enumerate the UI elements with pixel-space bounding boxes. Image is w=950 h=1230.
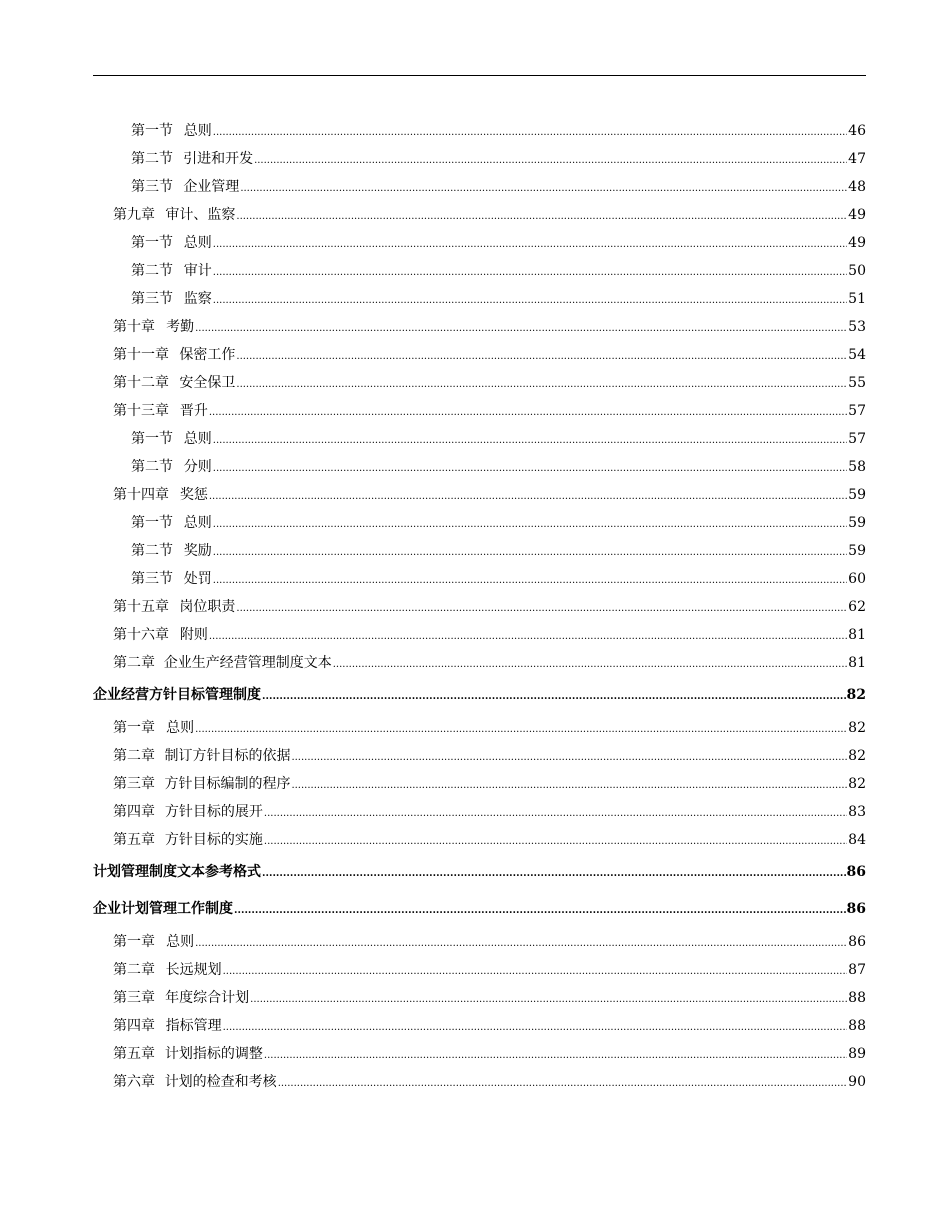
toc-entry-number: 第十三章 bbox=[113, 403, 169, 419]
toc-entry-number: 第二节 bbox=[131, 263, 173, 279]
toc-entry[interactable] bbox=[93, 509, 866, 537]
toc-dot-leader bbox=[213, 117, 847, 147]
toc-entry-number: 第二节 bbox=[131, 151, 173, 167]
toc-entry-number: 第三章 bbox=[113, 990, 155, 1006]
toc-entry-number: 第一节 bbox=[131, 431, 173, 447]
toc-entry-title: 计划指标的调整 bbox=[164, 1046, 263, 1062]
toc-entry-title: 奖励 bbox=[183, 543, 212, 559]
toc-entry-number: 第一节 bbox=[131, 515, 173, 531]
toc-entry-number: 第一节 bbox=[131, 235, 173, 251]
toc-entry-page-number: 59 bbox=[848, 487, 866, 503]
toc-dot-leader bbox=[213, 453, 847, 483]
toc-dot-leader bbox=[236, 593, 847, 623]
toc-entry-title: 方针目标的展开 bbox=[164, 804, 263, 820]
toc-entry-title: 总则 bbox=[166, 720, 195, 736]
toc-dot-leader bbox=[264, 798, 847, 828]
toc-entry-number: 第五章 bbox=[113, 1046, 155, 1062]
toc-entry-page-number: 90 bbox=[848, 1074, 866, 1090]
toc-dot-leader bbox=[213, 425, 847, 455]
toc-entry-number: 第六章 bbox=[113, 1074, 155, 1090]
toc-entry-page-number: 82 bbox=[848, 776, 866, 792]
toc-entry-page-number: 55 bbox=[848, 375, 866, 391]
toc-entry-title: 审计、监察 bbox=[165, 207, 236, 223]
toc-entry[interactable] bbox=[93, 117, 866, 145]
toc-entry[interactable] bbox=[93, 173, 866, 201]
toc-entry-page-number: 86 bbox=[848, 934, 866, 950]
toc-entry[interactable] bbox=[93, 397, 866, 425]
toc-entry[interactable] bbox=[93, 826, 866, 854]
toc-entry-number: 第十四章 bbox=[113, 487, 169, 503]
toc-entry-title: 引进和开发 bbox=[183, 151, 254, 167]
toc-entry[interactable] bbox=[93, 257, 866, 285]
toc-entry-number: 第四章 bbox=[113, 1018, 155, 1034]
toc-entry-page-number: 51 bbox=[848, 291, 866, 307]
toc-entry-title: 总则 bbox=[183, 235, 212, 251]
toc-entry-title: 指标管理 bbox=[165, 1018, 222, 1034]
toc-entry-number: 第二节 bbox=[131, 459, 173, 475]
toc-dot-leader bbox=[213, 537, 847, 567]
toc-entry-page-number: 84 bbox=[848, 832, 866, 848]
toc-entry-number: 第二章 bbox=[113, 655, 155, 671]
toc-entry-title: 年度综合计划 bbox=[165, 990, 250, 1006]
toc-entry[interactable] bbox=[93, 481, 866, 509]
toc-entry-page-number: 54 bbox=[848, 347, 866, 363]
toc-entry[interactable] bbox=[93, 425, 866, 453]
toc-dot-leader bbox=[213, 509, 847, 539]
toc-entry-number: 第九章 bbox=[113, 207, 155, 223]
toc-entry[interactable] bbox=[93, 1068, 866, 1096]
toc-entry[interactable] bbox=[93, 742, 866, 770]
toc-entry-title: 审计 bbox=[183, 263, 212, 279]
toc-entry[interactable] bbox=[93, 145, 866, 173]
toc-dot-leader bbox=[223, 1012, 848, 1042]
toc-dot-leader bbox=[278, 1068, 847, 1098]
toc-entry-page-number: 82 bbox=[848, 720, 866, 736]
toc-dot-leader bbox=[264, 826, 847, 856]
toc-entry[interactable] bbox=[93, 565, 866, 593]
toc-entry-page-number: 59 bbox=[848, 515, 866, 531]
toc-dot-leader bbox=[209, 397, 847, 427]
toc-entry-page-number: 59 bbox=[848, 543, 866, 559]
toc-entry-title: 方针目标编制的程序 bbox=[164, 776, 291, 792]
toc-dot-leader bbox=[213, 565, 847, 595]
toc-entry-number: 第一节 bbox=[131, 123, 173, 139]
toc-entry-title: 方针目标的实施 bbox=[164, 832, 263, 848]
toc-entry-title: 奖惩 bbox=[179, 487, 208, 503]
toc-entry-number: 第四章 bbox=[113, 804, 155, 820]
toc-entry[interactable] bbox=[93, 984, 866, 1012]
toc-dot-leader bbox=[209, 481, 847, 511]
toc-entry-page-number: 88 bbox=[848, 1018, 866, 1034]
toc-entry[interactable] bbox=[93, 956, 866, 984]
toc-entry-page-number: 81 bbox=[848, 627, 866, 643]
toc-entry-page-number: 53 bbox=[848, 319, 866, 335]
toc-entry-number: 第五章 bbox=[113, 832, 155, 848]
toc-entry-number: 第十二章 bbox=[113, 375, 169, 391]
toc-entry[interactable] bbox=[93, 369, 866, 397]
toc-dot-leader bbox=[195, 928, 847, 958]
toc-entry-page-number: 88 bbox=[848, 990, 866, 1006]
toc-entry-page-number: 50 bbox=[848, 263, 866, 279]
toc-entry-title: 晋升 bbox=[179, 403, 208, 419]
toc-entry-page-number: 82 bbox=[846, 687, 866, 703]
toc-entry-page-number: 49 bbox=[848, 235, 866, 251]
toc-dot-leader bbox=[262, 677, 846, 715]
toc-entry-title: 企业管理 bbox=[183, 179, 240, 195]
toc-entry[interactable] bbox=[93, 770, 866, 798]
toc-entry-number: 第二章 bbox=[113, 962, 155, 978]
toc-entry-title: 总则 bbox=[183, 123, 212, 139]
toc-entry-number: 第三节 bbox=[131, 291, 173, 307]
toc-entry-number: 第三节 bbox=[131, 179, 173, 195]
toc-dot-leader bbox=[236, 341, 847, 371]
toc-entry[interactable] bbox=[93, 621, 866, 649]
toc-entry-title: 处罚 bbox=[183, 571, 212, 587]
toc-entry[interactable] bbox=[93, 677, 866, 714]
toc-entry-number: 第一章 bbox=[113, 720, 155, 736]
toc-entry-page-number: 57 bbox=[848, 431, 866, 447]
toc-entry-number: 第二章 bbox=[113, 748, 155, 764]
toc-entry-page-number: 83 bbox=[848, 804, 866, 820]
toc-entry-title: 企业计划管理工作制度 bbox=[93, 901, 233, 917]
toc-dot-leader bbox=[234, 891, 846, 929]
toc-entry-title: 长远规划 bbox=[165, 962, 222, 978]
toc-entry-page-number: 81 bbox=[848, 655, 866, 671]
toc-entry-title: 总则 bbox=[183, 431, 212, 447]
toc-entry[interactable] bbox=[93, 854, 866, 891]
toc-dot-leader bbox=[291, 742, 847, 772]
toc-entry-title: 保密工作 bbox=[179, 347, 236, 363]
toc-entry-number: 第三章 bbox=[113, 776, 155, 792]
toc-dot-leader bbox=[209, 621, 847, 651]
toc-entry[interactable] bbox=[93, 798, 866, 826]
toc-entry-page-number: 62 bbox=[848, 599, 866, 615]
toc-entry-title: 总则 bbox=[183, 515, 212, 531]
toc-entry[interactable] bbox=[93, 453, 866, 481]
toc-entry[interactable] bbox=[93, 891, 866, 928]
toc-entry-title: 考勤 bbox=[166, 319, 195, 335]
toc-entry[interactable] bbox=[93, 928, 866, 956]
toc-dot-leader bbox=[250, 984, 847, 1014]
toc-entry-page-number: 86 bbox=[846, 864, 866, 880]
toc-entry-number: 第十六章 bbox=[113, 627, 169, 643]
toc-entry-page-number: 47 bbox=[848, 151, 866, 167]
toc-entry-page-number: 49 bbox=[848, 207, 866, 223]
toc-dot-leader bbox=[195, 313, 847, 343]
toc-dot-leader bbox=[333, 649, 847, 679]
toc-entry[interactable] bbox=[93, 649, 866, 677]
toc-entry-title: 企业生产经营管理制度文本 bbox=[163, 655, 332, 671]
header-rule bbox=[93, 75, 866, 76]
toc-dot-leader bbox=[262, 854, 846, 892]
toc-dot-leader bbox=[213, 257, 847, 287]
table-of-contents bbox=[93, 117, 866, 1096]
toc-dot-leader bbox=[264, 1040, 847, 1070]
toc-entry[interactable] bbox=[93, 285, 866, 313]
toc-entry-page-number: 87 bbox=[848, 962, 866, 978]
toc-dot-leader bbox=[236, 201, 847, 231]
toc-entry-title: 监察 bbox=[183, 291, 212, 307]
toc-entry[interactable] bbox=[93, 1040, 866, 1068]
toc-entry-title: 总则 bbox=[166, 934, 195, 950]
toc-entry-title: 计划的检查和考核 bbox=[164, 1074, 277, 1090]
toc-entry[interactable] bbox=[93, 537, 866, 565]
toc-entry-title: 企业经营方针目标管理制度 bbox=[93, 687, 261, 703]
toc-dot-leader bbox=[213, 285, 847, 315]
toc-dot-leader bbox=[254, 145, 847, 175]
toc-entry-number: 第十章 bbox=[113, 319, 155, 335]
toc-entry-number: 第三节 bbox=[131, 571, 173, 587]
toc-entry[interactable] bbox=[93, 229, 866, 257]
toc-dot-leader bbox=[223, 956, 848, 986]
toc-entry[interactable] bbox=[93, 1012, 866, 1040]
toc-entry[interactable] bbox=[93, 341, 866, 369]
toc-entry-title: 计划管理制度文本参考格式 bbox=[93, 864, 261, 880]
toc-entry-page-number: 48 bbox=[848, 179, 866, 195]
toc-entry-page-number: 86 bbox=[846, 901, 866, 917]
toc-entry-page-number: 89 bbox=[848, 1046, 866, 1062]
toc-entry-number: 第一章 bbox=[113, 934, 155, 950]
toc-dot-leader bbox=[240, 173, 847, 203]
toc-entry-title: 制订方针目标的依据 bbox=[164, 748, 291, 764]
toc-entry-page-number: 57 bbox=[848, 403, 866, 419]
toc-entry[interactable] bbox=[93, 714, 866, 742]
toc-dot-leader bbox=[236, 369, 847, 399]
toc-entry-number: 第二节 bbox=[131, 543, 173, 559]
toc-entry-page-number: 46 bbox=[848, 123, 866, 139]
toc-dot-leader bbox=[291, 770, 847, 800]
toc-entry[interactable] bbox=[93, 201, 866, 229]
toc-entry[interactable] bbox=[93, 313, 866, 341]
toc-entry-number: 第十一章 bbox=[113, 347, 169, 363]
toc-dot-leader bbox=[213, 229, 847, 259]
toc-entry-title: 岗位职责 bbox=[179, 599, 236, 615]
toc-entry-title: 分则 bbox=[183, 459, 212, 475]
toc-entry-number: 第十五章 bbox=[113, 599, 169, 615]
toc-entry-title: 安全保卫 bbox=[179, 375, 236, 391]
toc-entry-title: 附则 bbox=[179, 627, 208, 643]
toc-entry[interactable] bbox=[93, 593, 866, 621]
toc-entry-page-number: 82 bbox=[848, 748, 866, 764]
toc-dot-leader bbox=[195, 714, 847, 744]
toc-entry-page-number: 58 bbox=[848, 459, 866, 475]
toc-entry-page-number: 60 bbox=[848, 571, 866, 587]
